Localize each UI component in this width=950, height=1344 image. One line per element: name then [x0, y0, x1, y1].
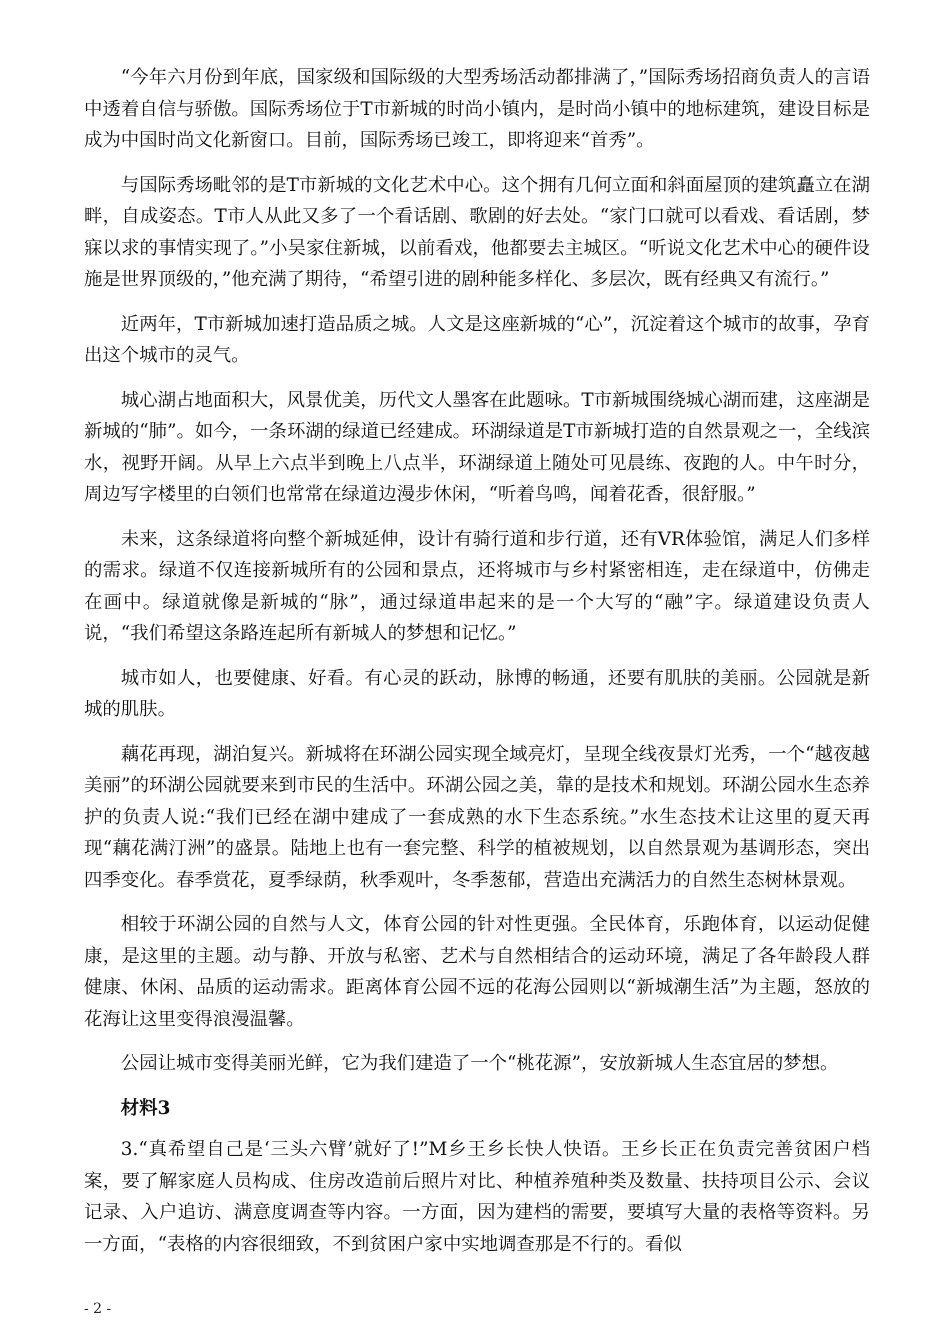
paragraph-7: 藕花再现，湖泊复兴。新城将在环湖公园实现全域亮灯，呈现全线夜景灯光秀，一个“越夜越美丽”的环湖公园就要来到市民的生活中。环湖公园之美，靠的是技术和规划。环湖公园水生态养护的负责人说:“我们已经在湖中建成了一套成熟的水下生态系统。”水生态技术让这里的夏天再现“藕花满汀洲”的盛景。陆地上也有一套完整、科学的植被规划，以自然景观为基调形态，突出四季变化。春季赏花，夏季绿荫，秋季观叶，冬季葱郁，营造出充满活力的自然生态树林景观。 — [84, 743, 870, 891]
section-heading: 材料3 — [120, 1097, 171, 1119]
paragraph-8: 相较于环湖公园的自然与人文，体育公园的针对性更强。全民体育，乐跑体育，以运动促健康，是这里的主题。动与静、开放与私密、艺术与自然相结合的运动环境，满足了各年龄段人群健康、休闲、品质的运动需求。距离体育公园不远的花海公园则以“新城潮生活”为主题，怒放的花海让这里变得浪漫温馨。 — [84, 914, 870, 1030]
paragraph-2: 与国际秀场毗邻的是T市新城的文化艺术中心。这个拥有几何立面和斜面屋顶的建筑矗立在湖畔，自成姿态。T市人从此又多了一个看话剧、歌剧的好去处。“家门口就可以看戏、看话剧，梦寐以求的事情实现了。”小吴家住新城，以前看戏，他都要去主城区。“听说文化艺术中心的硬件设施是世界顶级的，”他充满了期待，“希望引进的剧种能多样化、多层次，既有经典又有流行。” — [84, 174, 870, 290]
paragraph-5: 未来，这条绿道将向整个新城延伸，设计有骑行道和步行道，还有VR体验馆，满足人们多样的需求。绿道不仅连接新城所有的公园和景点，还将城市与乡村紧密相连，走在绿道中，仿佛走在画中。绿道就像是新城的“脉”，通过绿道串起来的是一个大写的“融”字。绿道建设负责人说，“我们希望这条路连起所有新城人的梦想和记忆。” — [84, 528, 870, 644]
document-body — [84, 62, 870, 1273]
paragraph-9: 公园让城市变得美丽光鲜，它为我们建造了一个“桃花源”，安放新城人生态宜居的梦想。 — [120, 1053, 839, 1074]
paragraph-question-3: 3.“真希望自己是‘三头六臂’就好了!”M乡王乡长快人快语。王乡长正在负责完善贫困户档案，要了解家庭人员构成、住房改造前后照片对比、种植养殖种类及数量、扶持项目公示、会议记录、入户追访、满意度调查等内容。一方面，因为建档的需要，要填写大量的表格等资料。另一方面，“表格的内容很细致，不到贫困户家中实地调查那是不行的。看似 — [84, 1139, 870, 1255]
paragraph-1: “今年六月份到年底，国家级和国际级的大型秀场活动都排满了，”国际秀场招商负责人的言语中透着自信与骄傲。国际秀场位于T市新城的时尚小镇内，是时尚小镇中的地标建筑，建设目标是成为中国时尚文化新窗口。目前，国际秀场已竣工，即将迎来“首秀”。 — [84, 67, 870, 151]
paragraph-4: 城心湖占地面积大，风景优美，历代文人墨客在此题咏。T市新城围绕城心湖而建，这座湖是新城的“肺”。如今，一条环湖的绿道已经建成。环湖绿道是T市新城打造的自然景观之一，全线滨水，视野开阔。从早上六点半到晚上八点半，环湖绿道上随处可见晨练、夜跑的人。中午时分，周边写字楼里的白领们也常常在绿道边漫步休闲，“听着鸟鸣，闻着花香，很舒服。” — [84, 389, 870, 505]
paragraph-3: 近两年，T市新城加速打造品质之城。人文是这座新城的“心”，沉淀着这个城市的故事，孕育出这个城市的灵气。 — [84, 313, 870, 366]
page-number: - 2 - — [84, 1301, 112, 1317]
paragraph-6: 城市如人，也要健康、好看。有心灵的跃动，脉博的畅通，还要有肌肤的美丽。公园就是新城的肌肤。 — [84, 667, 870, 720]
